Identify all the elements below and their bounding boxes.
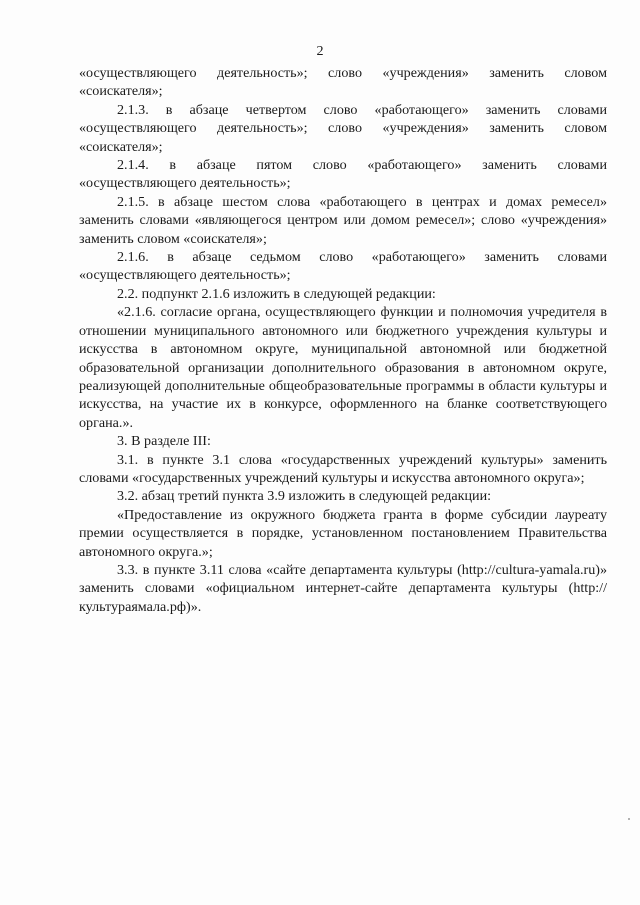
page-number: 2 (316, 43, 324, 59)
paragraph-section-3: 3. В разделе III: (117, 433, 211, 450)
paragraph-2-1-6-new-wording: «2.1.6. согласие органа, осуществляющего функции и полномочия учредителя в отношении муниципального автономного или бюджетного учреждения культуры и искусства в автономном округе, муниципальной автономной или бюджетной образовательной организации дополнительного образования в автономном округе, реализующей дополнительные общеобразовательные программы в области культуры и искусства, на участие их в конкурсе, оформленного на бланке соответствующего органа.». (79, 304, 607, 431)
paragraph-2-1-3: 2.1.3. в абзаце четвертом слово «работающего» заменить словами «осуществляющего деятельность»; слово «учреждения» заменить словом «соискателя»; (79, 101, 607, 155)
paragraph-2-1-4: 2.1.4. в абзаце пятом слово «работающего» заменить словами «осуществляющего деятельность»; (79, 157, 607, 192)
paragraph-3-2-new-wording: «Предоставление из окружного бюджета гранта в форме субсидии лауреату премии осуществляется в порядке, установленном постановлением Правительства автономного округа.»; (79, 506, 607, 560)
paragraph-2-1-5: 2.1.5. в абзаце шестом слова «работающего в центрах и домах ремесел» заменить словами «являющегося центром или домом ремесел»; слово «учреждения» заменить словом «соискателя»; (79, 193, 607, 247)
paragraph-2-1-6: 2.1.6. в абзаце седьмом слово «работающего» заменить словами «осуществляющего деятельность»; (79, 249, 607, 284)
document-body (79, 64, 607, 616)
paragraph-3-2: 3.2. абзац третий пункта 3.9 изложить в следующей редакции: (117, 488, 492, 505)
paragraph-3-1: 3.1. в пункте 3.1 слова «государственных учреждений культуры» заменить словами «государственных учреждений культуры и искусства автономного округа»; (79, 451, 607, 486)
paragraph-continuation: «осуществляющего деятельность»; слово «учреждения» заменить словом «соискателя»; (79, 65, 607, 100)
scan-speck (628, 818, 630, 820)
paragraph-3-3: 3.3. в пункте 3.11 слова «сайте департамента культуры (http://cultura-yamala.ru)» заменить словами «официальном интернет-сайте департамента культуры (http://культураямала.рф)». (79, 561, 607, 615)
paragraph-2-2: 2.2. подпункт 2.1.6 изложить в следующей редакции: (117, 285, 436, 302)
